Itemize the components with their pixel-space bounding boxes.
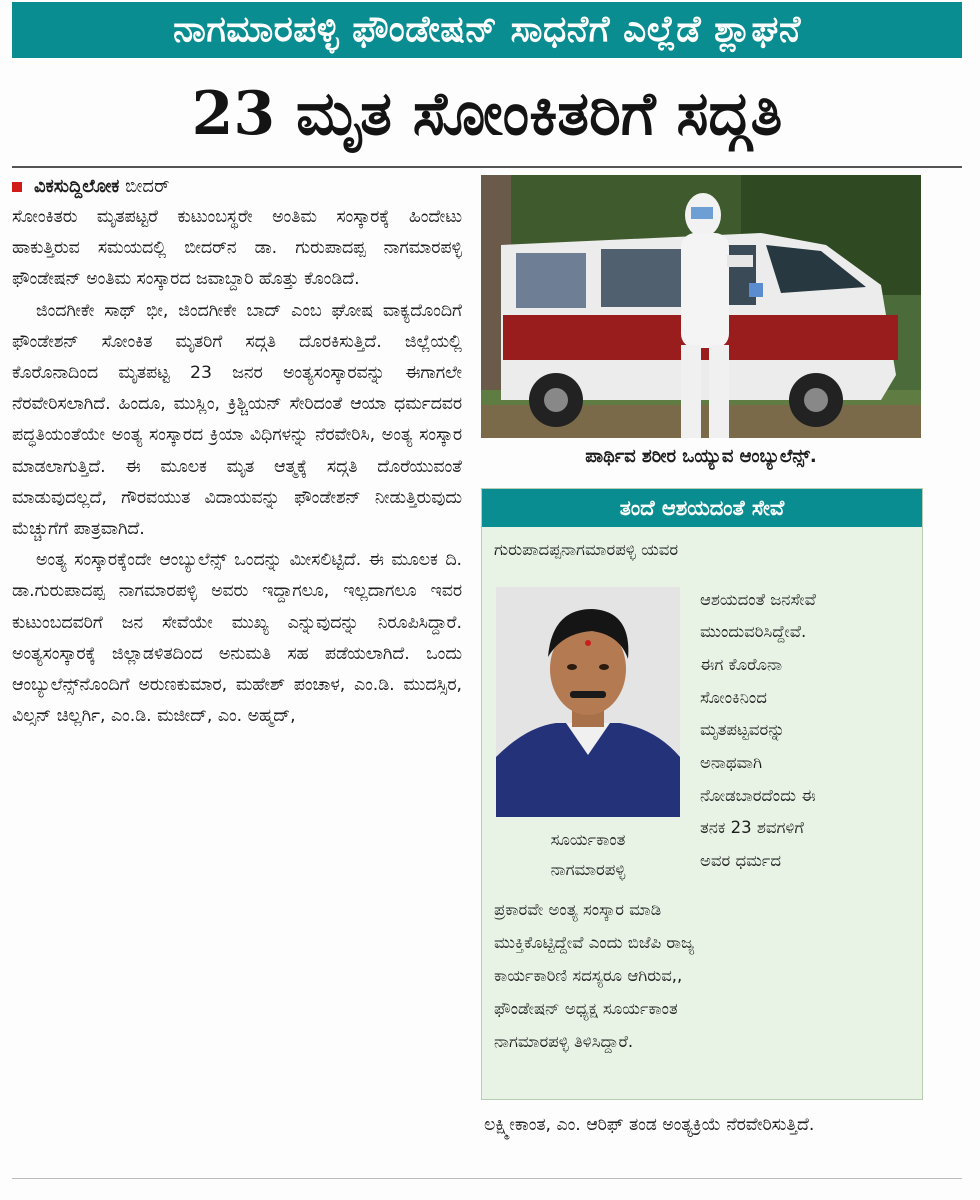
top-banner	[12, 2, 962, 58]
portrait-photo	[496, 587, 680, 817]
body-tail: ಲಕ್ಷ್ಮೀಕಾಂತ, ಎಂ. ಆರಿಫ್ ತಂಡ ಅಂತ್ಯಕ್ರಿಯೆ ನೆರವೇರಿಸುತ್ತಿದೆ.	[484, 1115, 815, 1135]
box-line-2: ಆಶಯದಂತೆ ಜನಸೇವೆ	[700, 590, 816, 609]
dateline-place: ಬೀದರ್	[125, 176, 170, 197]
bottom-rule	[12, 1178, 962, 1179]
box-line-10: ಅವರ ಧರ್ಮದ	[700, 851, 781, 870]
box-line-11: ಪ್ರಕಾರವೇ ಅಂತ್ಯ ಸಂಸ್ಕಾರ ಮಾಡಿ	[494, 900, 662, 919]
box-line-5: ಸೋಂಕಿನಿಂದ	[700, 688, 767, 707]
box-line-4: ಈಗ ಕೊರೊನಾ	[700, 655, 783, 674]
article-body	[12, 202, 462, 732]
box-line-12: ಮುಕ್ತಿಕೊಟ್ಟಿದ್ದೇವೆ ಎಂದು ಬಿಜೆಪಿ ರಾಜ್ಯ	[494, 933, 695, 952]
box-line-15: ನಾಗಮಾರಪಳ್ಳಿ ತಿಳಿಸಿದ್ದಾರೆ.	[494, 1032, 634, 1051]
box-line-8: ನೋಡಬಾರದೆಂದು ಈ	[700, 786, 816, 805]
dateline	[12, 176, 169, 197]
body-paragraph-1: ಸೋಂಕಿತರು ಮೃತಪಟ್ಟರೆ ಕುಟುಂಬಸ್ಥರೇ ಅಂತಿಮ ಸಂಸ್ಕಾರಕ್ಕೆ ಹಿಂದೇಟು ಹಾಕುತ್ತಿರುವ ಸಮಯದಲ್ಲಿ ಬೀದರ್‌ನ ಡಾ. ಗುರುಪಾದಪ್ಪ ನಾಗಮಾರಪಳ್ಳಿ ಫೌಂಡೇಷನ್ ಅಂತಿಮ ಸಂಸ್ಕಾರದ ಜವಾಬ್ದಾರಿ ಹೊತ್ತು ಕೊಂಡಿದೆ.	[12, 207, 462, 290]
box-line-7: ಅನಾಥವಾಗಿ	[700, 753, 762, 772]
box-line-9: ತನಕ 23 ಶವಗಳಿಗೆ	[700, 818, 804, 837]
box-title: ತಂದೆ ಆಶಯದಂತೆ ಸೇವೆ	[619, 495, 785, 520]
photo-caption: ಪಾರ್ಥಿವ ಶರೀರ ಒಯ್ಯುವ ಆಂಬ್ಯುಲೆನ್ಸ್.	[585, 446, 817, 467]
box-line-6: ಮೃತಪಟ್ಟವರನ್ನು	[700, 720, 785, 739]
portrait-caption-line-1: ಸೂರ್ಯಕಾಂತ	[550, 830, 626, 849]
box-line-14: ಫೌಂಡೇಷನ್ ಅಧ್ಯಕ್ಷ ಸೂರ್ಯಕಾಂತ	[494, 999, 678, 1018]
body-paragraph-2: ಜಿಂದಗೀಕೇ ಸಾಥ್ ಭೀ, ಜಿಂದಗೀಕೇ ಬಾದ್ ಎಂಬ ಘೋಷ ವಾಕ್ಯದೊಂದಿಗೆ ಫೌಂಡೇಶನ್ ಸೋಂಕಿತ ಮೃತರಿಗೆ ಸದ್ಗತಿ ದೊರಕಿಸುತ್ತಿದೆ. ಜಿಲ್ಲೆಯಲ್ಲಿ ಕೊರೊನಾದಿಂದ ಮೃತಪಟ್ಟ 23 ಜನರ ಅಂತ್ಯಸಂಸ್ಕಾರವನ್ನು ಈಗಾಗಲೇ ನೆರವೇರಿಸಲಾಗಿದೆ. ಹಿಂದೂ, ಮುಸ್ಲಿಂ, ಕ್ರಿಶ್ಚಿಯನ್ ಸೇರಿದಂತೆ ಆಯಾ ಧರ್ಮದವರ ಪದ್ಧತಿಯಂತೆಯೇ ಅಂತ್ಯ ಸಂಸ್ಕಾರದ ಕ್ರಿಯಾ ವಿಧಿಗಳನ್ನು ನೆರವೇರಿಸಿ, ಅಂತ್ಯ ಸಂಸ್ಕಾರ ಮಾಡಲಾಗುತ್ತಿದೆ. ಈ ಮೂಲಕ ಮೃತ ಆತ್ಮಕ್ಕೆ ಸದ್ಗತಿ ದೊರೆಯುವಂತೆ ಮಾಡುವುದಲ್ಲದೆ, ಗೌರವಯುತ ವಿದಾಯವನ್ನು ಫೌಂಡೇಶನ್ ನೀಡುತ್ತಿರುವುದು ಮೆಚ್ಚುಗೆಗೆ ಪಾತ್ರವಾಗಿದೆ.	[12, 300, 462, 540]
bullet-square-icon	[12, 182, 22, 192]
box-line-13: ಕಾರ್ಯಕಾರಿಣಿ ಸದಸ್ಯರೂ ಆಗಿರುವ,,	[494, 966, 683, 985]
article-tail	[484, 1110, 921, 1141]
body-paragraph-3: ಅಂತ್ಯ ಸಂಸ್ಕಾರಕ್ಕೆಂದೇ ಆಂಬ್ಯುಲೆನ್ಸ್ ಒಂದನ್ನು ಮೀಸಲಿಟ್ಟಿದೆ. ಈ ಮೂಲಕ ದಿ. ಡಾ.ಗುರುಪಾದಪ್ಪ ನಾಗಮಾರಪಳ್ಳಿ ಅವರು ಇದ್ದಾಗಲೂ, ಇಲ್ಲದಾಗಲೂ ಇವರ ಕುಟುಂಬದವರಿಗೆ ಜನ ಸೇವೆಯೇ ಮುಖ್ಯ ಎನ್ನುವುದನ್ನು ನಿರೂಪಿಸಿದ್ದಾರೆ. ಅಂತ್ಯಸಂಸ್ಕಾರಕ್ಕೆ ಜಿಲ್ಲಾಡಳಿತದಿಂದ ಅನುಮತಿ ಸಹ ಪಡೆಯಲಾಗಿದೆ. ಒಂದು ಆಂಬ್ಯುಲೆನ್ಸ್‌ನೊಂದಿಗೆ ಅರುಣಕುಮಾರ, ಮಹೇಶ್ ಪಂಚಾಳ, ಎಂ.ಡಿ. ಮುದಸ್ಸಿರ, ವಿಲ್ಸನ್ ಚಿಲ್ಲರ್ಗಿ, ಎಂ.ಡಿ. ಮಜೀದ್, ಎಂ. ಅಹ್ಮದ್,	[12, 550, 462, 727]
portrait-caption-line-2: ನಾಗಮಾರಪಳ್ಳಿ	[550, 860, 626, 879]
headline-rule	[12, 166, 962, 168]
portrait-caption	[496, 825, 680, 885]
box-line-3: ಮುಂದುವರಿಸಿದ್ದೇವೆ.	[700, 622, 807, 641]
box-header	[482, 489, 922, 527]
banner-text: ನಾಗಮಾರಪಳ್ಳಿ ಫೌಂಡೇಷನ್ ಸಾಧನೆಗೆ ಎಲ್ಲೆಡೆ ಶ್ಲಾಘನೆ	[173, 9, 801, 50]
ambulance-photo	[481, 175, 921, 438]
box-line-1: ಗುರುಪಾದಪ್ಪನಾಗಮಾರಪಳ್ಳಿ ಯವರ	[494, 540, 679, 559]
headline: 23 ಮೃತ ಸೋಂಕಿತರಿಗೆ ಸದ್ಗತಿ	[191, 79, 783, 149]
dateline-source: ವಿಕಸುದ್ದಿಲೋಕ	[34, 176, 120, 197]
